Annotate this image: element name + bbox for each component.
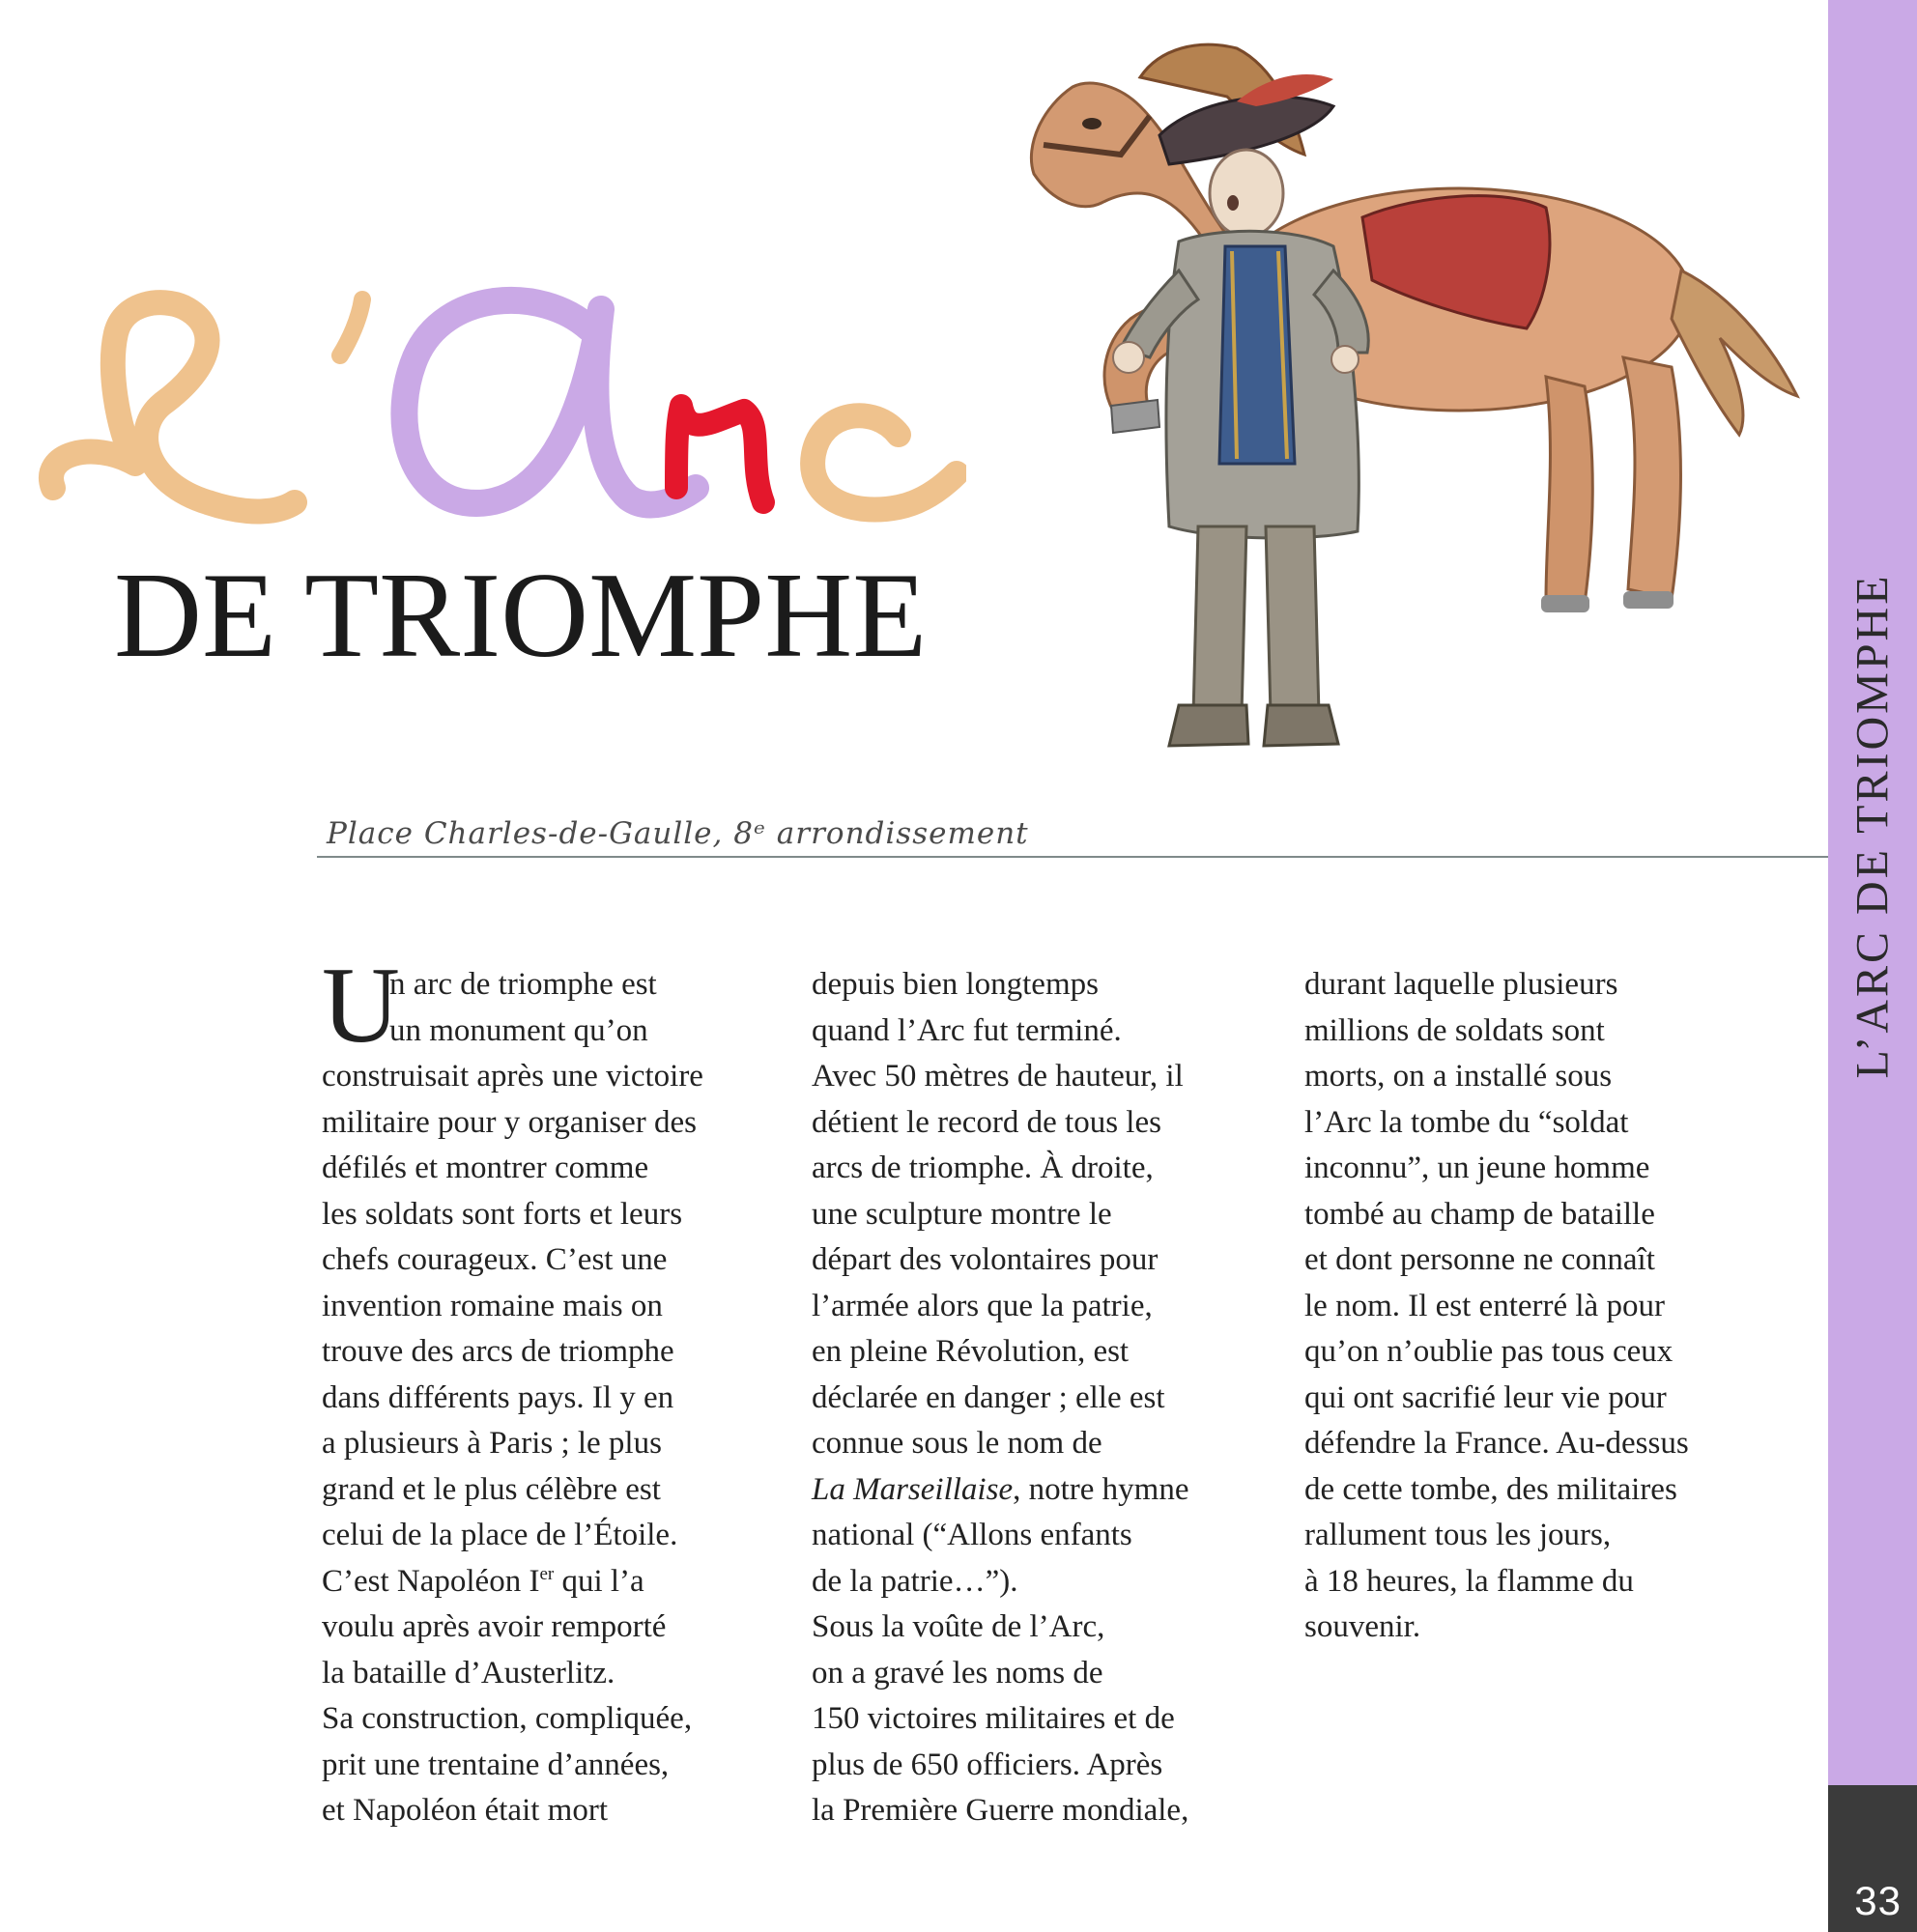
text-line: tombé au champ de bataille xyxy=(1304,1196,1655,1232)
script-apostrophe xyxy=(340,299,362,355)
page-number: 33 xyxy=(1854,1878,1902,1923)
text-line: arcs de triomphe. À droite, xyxy=(812,1151,1154,1185)
divider-rule xyxy=(317,856,1828,858)
text-line: a plusieurs à Paris ; le plus xyxy=(322,1426,662,1461)
text-line: en pleine Révolution, est xyxy=(812,1334,1130,1369)
text-line: une sculpture montre le xyxy=(812,1196,1112,1232)
text-line: militaire pour y organiser des xyxy=(322,1104,697,1140)
text-line: grand et le plus célèbre est xyxy=(322,1471,661,1507)
text-line: défilés et montrer comme xyxy=(322,1151,649,1185)
address-caption: Place Charles-de-Gaulle, 8ᵉ arrondissement xyxy=(327,816,1029,851)
page-number-box xyxy=(1828,1785,1917,1932)
text-line: Avec 50 mètres de hauteur, il xyxy=(812,1059,1184,1094)
text-line: Sous la voûte de l’Arc, xyxy=(812,1609,1105,1644)
text-line: la Première Guerre mondiale, xyxy=(812,1793,1189,1828)
text-line: souvenir. xyxy=(1304,1609,1421,1644)
text-line-napoleon xyxy=(322,1559,703,1605)
text-line: durant laquelle plusieurs xyxy=(1304,967,1618,1002)
text-line: défendre la France. Au-dessus xyxy=(1304,1426,1689,1461)
text-line: un monument qu’on xyxy=(389,1012,648,1048)
text-line: national (“Allons enfants xyxy=(812,1518,1132,1552)
script-letter-c xyxy=(813,415,957,509)
text-line: Sa construction, compliquée, xyxy=(322,1701,693,1736)
text-line: départ des volontaires pour xyxy=(812,1242,1159,1277)
text-column-3 xyxy=(1304,962,1689,1651)
text-line: à 18 heures, la flamme du xyxy=(1304,1563,1634,1599)
script-letter-l xyxy=(51,302,295,511)
script-title-logo xyxy=(0,0,966,541)
text-line: qui ont sacrifié leur vie pour xyxy=(1304,1379,1667,1415)
text-line: déclarée en danger ; elle est xyxy=(812,1379,1165,1415)
text-line: n arc de triomphe est xyxy=(389,967,657,1002)
text-line: et Napoléon était mort xyxy=(322,1793,608,1828)
marseillaise-title: La Marseillaise xyxy=(812,1471,1014,1507)
page-title: DE TRIOMPHE xyxy=(114,549,928,683)
text-line: quand l’Arc fut terminé. xyxy=(812,1012,1122,1048)
text-line: la bataille d’Austerlitz. xyxy=(322,1655,615,1690)
text-line: rallument tous les jours, xyxy=(1304,1518,1612,1552)
text-line: l’armée alors que la patrie, xyxy=(812,1288,1153,1323)
text-line: voulu après avoir remporté xyxy=(322,1609,667,1644)
text-column-1 xyxy=(322,962,703,1834)
text-line: de la patrie…”). xyxy=(812,1563,1018,1599)
text-line: le nom. Il est enterré là pour xyxy=(1304,1288,1665,1323)
text-line: invention romaine mais on xyxy=(322,1288,663,1323)
text-line: millions de soldats sont xyxy=(1304,1012,1605,1048)
text-line: 150 victoires militaires et de xyxy=(812,1701,1175,1736)
text-line: chefs courageux. C’est une xyxy=(322,1242,668,1277)
script-letter-a xyxy=(404,300,696,505)
text-line: morts, on a installé sous xyxy=(1304,1059,1613,1094)
text-line: les soldats sont forts et leurs xyxy=(322,1196,683,1232)
marseillaise-rest: , notre hymne xyxy=(1013,1471,1189,1507)
napoleon-ordinal: er xyxy=(539,1563,555,1584)
text-line: plus de 650 officiers. Après xyxy=(812,1747,1163,1782)
man-and-horse-illustration xyxy=(1005,10,1817,802)
text-line: qu’on n’oublie pas tous ceux xyxy=(1304,1334,1674,1369)
text-line: celui de la place de l’Étoile. xyxy=(322,1518,678,1552)
text-column-2 xyxy=(812,962,1188,1834)
text-line: inconnu”, un jeune homme xyxy=(1304,1151,1650,1185)
text-line: construisait après une victoire xyxy=(322,1059,703,1094)
drop-cap: U xyxy=(322,946,400,1065)
text-line: détient le record de tous les xyxy=(812,1104,1161,1140)
text-line-marseillaise xyxy=(812,1467,1188,1514)
text-line: trouve des arcs de triomphe xyxy=(322,1334,674,1369)
text-line: on a gravé les noms de xyxy=(812,1655,1103,1690)
napoleon-text: C’est Napoléon I xyxy=(322,1563,540,1599)
side-title xyxy=(1828,0,1917,1785)
text-line: prit une trentaine d’années, xyxy=(322,1747,670,1782)
text-line: l’Arc la tombe du “soldat xyxy=(1304,1104,1629,1140)
side-title-text: L’ARC DE TRIOMPHE xyxy=(1846,573,1899,1079)
napoleon-text-after: qui l’a xyxy=(554,1563,644,1599)
text-line: dans différents pays. Il y en xyxy=(322,1379,674,1415)
text-line: depuis bien longtemps xyxy=(812,967,1099,1002)
text-line: et dont personne ne connaît xyxy=(1304,1242,1655,1277)
text-line: de cette tombe, des militaires xyxy=(1304,1471,1677,1507)
text-line: connue sous le nom de xyxy=(812,1426,1102,1461)
